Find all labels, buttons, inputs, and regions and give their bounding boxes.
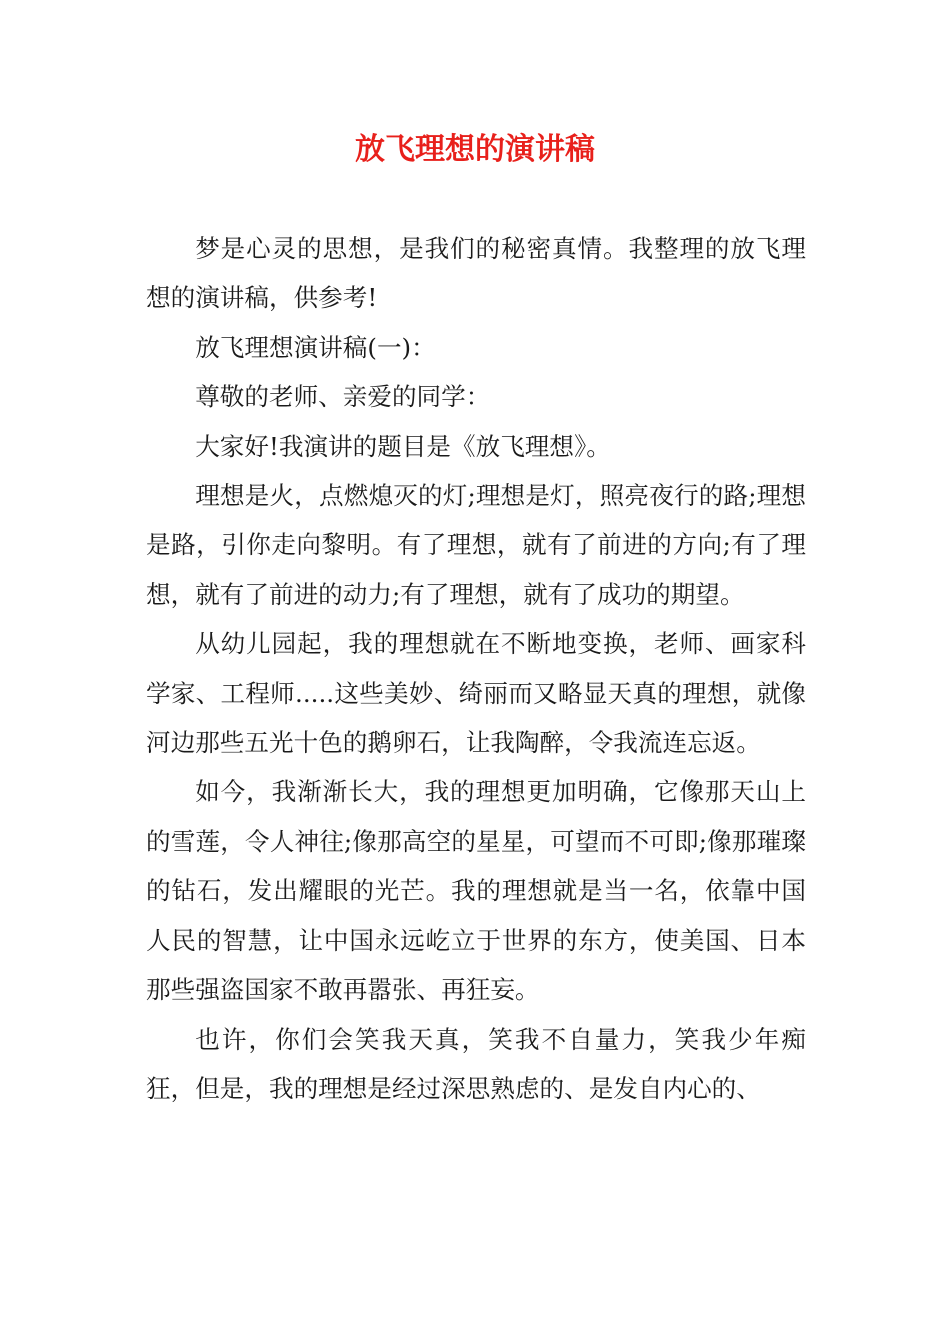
- paragraph-speech-heading: 放飞理想演讲稿(一)：: [195, 332, 436, 362]
- paragraph-greeting: 大家好!我演讲的题目是《放飞理想》。: [195, 431, 611, 461]
- document-body: [146, 224, 806, 1113]
- paragraph-growing-up: 如今，我渐渐长大，我的理想更加明确，它像那天山上的雪莲，令人神往;像那高空的星星，可望而不可即;像那璀璨的钻石，发出耀眼的光芒。我的理想就是当一名，依靠中国人民的智慧，让中国永远屹立于世界的东方，使美国、日本那些强盗国家不敢再嚣张、再狂妄。: [146, 777, 806, 1005]
- paragraph-kindergarten: 从幼儿园起，我的理想就在不断地变换，老师、画家科学家、工程师.....这些美妙、绮丽而又略显天真的理想，就像河边那些五光十色的鹅卵石，让我陶醉，令我流连忘返。: [146, 629, 806, 758]
- paragraph-intro: 梦是心灵的思想，是我们的秘密真情。我整理的放飞理想的演讲稿，供参考!: [146, 234, 806, 313]
- document-title: 放飞理想的演讲稿: [355, 132, 595, 167]
- paragraph-salutation: 尊敬的老师、亲爱的同学：: [195, 382, 491, 412]
- paragraph-maybe: 也许，你们会笑我天真，笑我不自量力，笑我少年痴狂，但是，我的理想是经过深思熟虑的、是发自内心的、: [146, 1024, 806, 1103]
- paragraph-ideal-fire: 理想是火，点燃熄灭的灯;理想是灯，照亮夜行的路;理想是路，引你走向黎明。有了理想，就有了前进的方向;有了理想，就有了前进的动力;有了理想，就有了成功的期望。: [146, 481, 806, 609]
